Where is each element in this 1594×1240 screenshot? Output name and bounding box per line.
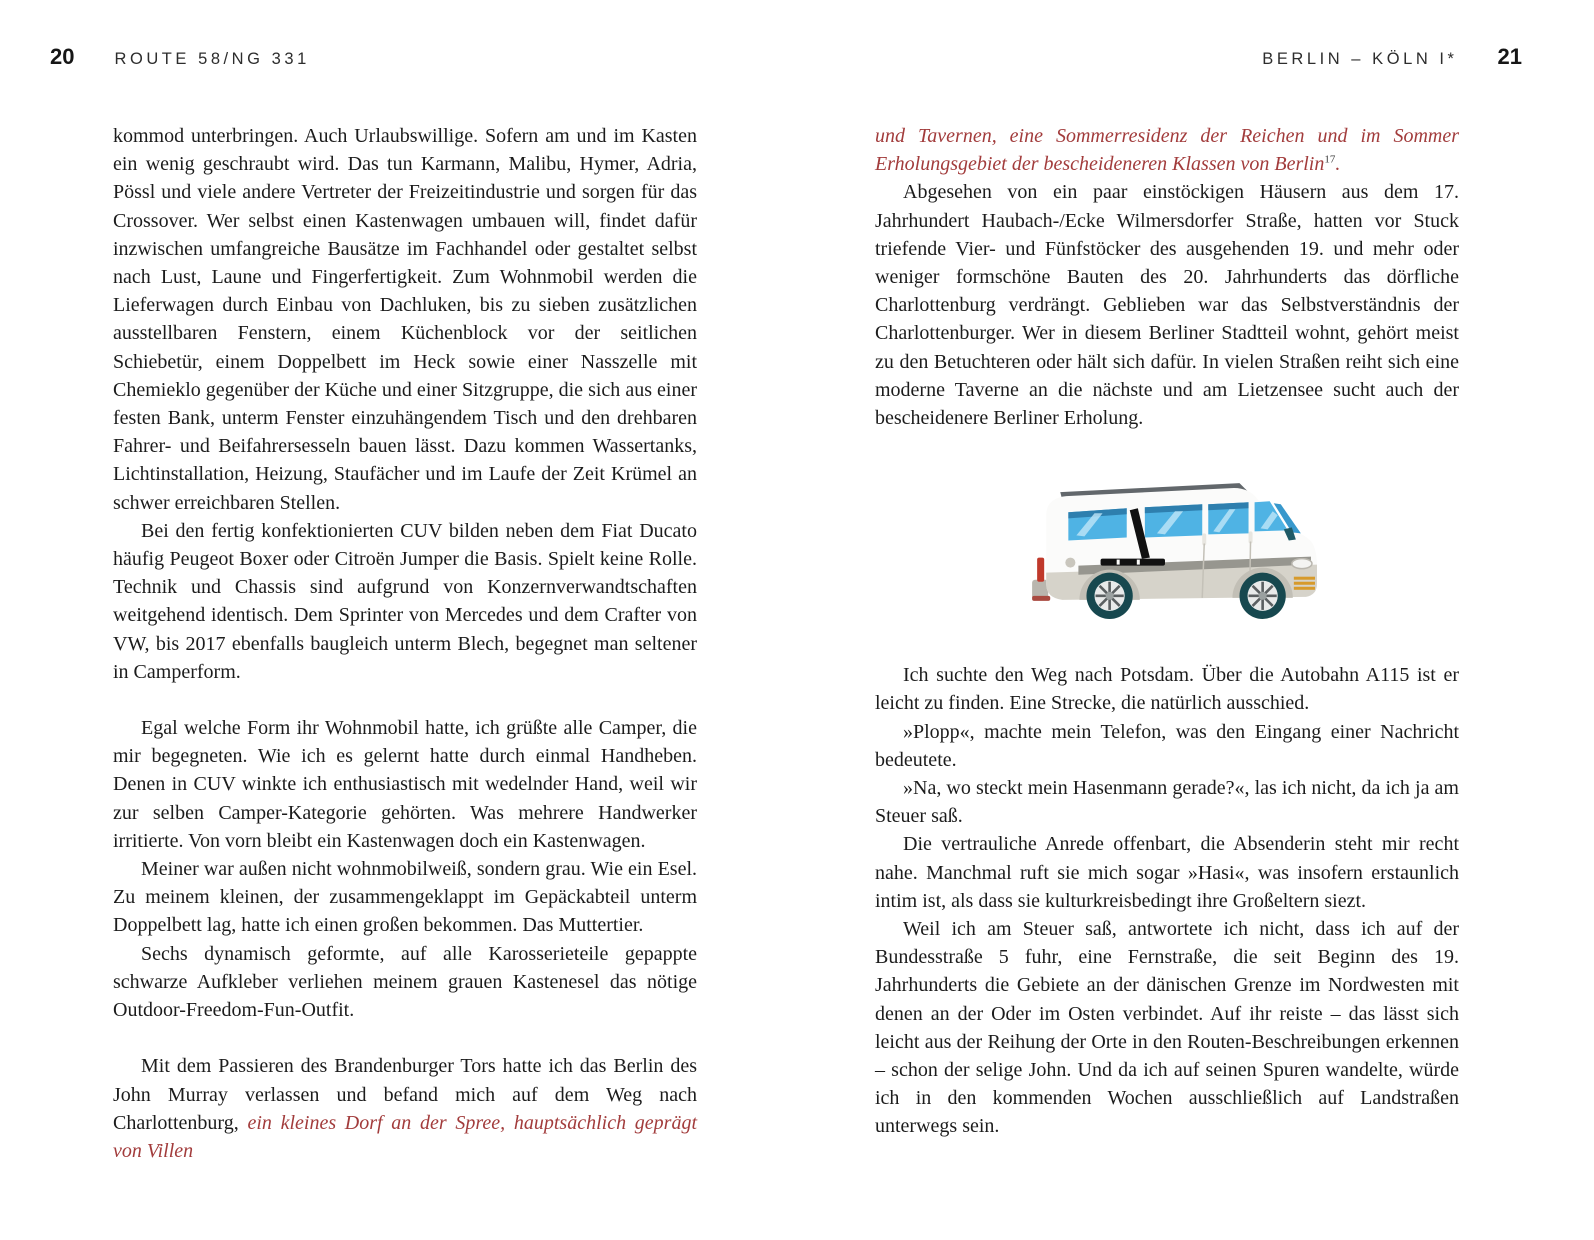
- page-number-left: 20: [50, 44, 75, 69]
- page-number-right: 21: [1497, 44, 1522, 69]
- camper-van-illustration: [1016, 473, 1318, 619]
- text-segment: Weil ich am Steuer saß, antwortete ich nicht, dass ich auf der Bundesstraße 5 fuhr, eine Fernstraße, die seit Beginn des 19. Jahrhunderts die Gebiete an der dänischen Grenze im Nordwesten mit denen an der Oder im Osten verbindet. Auf ihr reiste – das lässt sich leicht aus der Reihung der Orte in den Routen-Beschreibungen erkennen – schon der selige John. Und da ich auf seinen Spuren wandelte, würde ich in den kommenden Wochen ausschließlich auf Landstraßen unterwegs sein.: [875, 918, 1459, 1138]
- paragraph: [875, 178, 1459, 432]
- paragraph: [113, 940, 697, 1025]
- van-tail-light: [1037, 558, 1044, 582]
- decal-gap: [1117, 560, 1120, 565]
- van-rear-reflector: [1032, 596, 1050, 601]
- van-amber-strip: [1294, 582, 1315, 585]
- van-front-wheel: [1239, 573, 1285, 619]
- header-left: [50, 44, 310, 70]
- paragraph: [875, 661, 1459, 717]
- paragraph: [113, 714, 697, 855]
- text-segment: Mit dem Passieren des Brandenburger Tors hatte ich das Berlin des John Murray verlassen und befand mich auf dem Weg nach Charlottenburg,: [113, 1055, 697, 1134]
- van-rear-wheel: [1086, 573, 1132, 619]
- text-segment: Bei den fertig konfektionierten CUV bilden neben dem Fiat Ducato häufig Peugeot Boxer oder Citroën Jumper die Basis. Spielt keine Rolle. Technik und Chassis sind aufgrund von Konzernverwandtschaften weitgehend identisch. Dem Sprinter von Mercedes und dem Crafter von VW, bis 2017 ebenfalls baugleich unterm Blech, begegnet man seltener in Camperform.: [113, 519, 697, 683]
- paragraph: [113, 855, 697, 940]
- van-fuel-cap: [1065, 558, 1075, 568]
- footnote-marker: 17: [1324, 153, 1336, 166]
- van-amber-strip: [1294, 587, 1315, 590]
- van-headlight: [1292, 559, 1312, 569]
- text-segment: »Na, wo steckt mein Hasenmann gerade?«, las ich nicht, da ich ja am Steuer saß.: [875, 777, 1459, 828]
- text-segment: Egal welche Form ihr Wohnmobil hatte, ich grüßte alle Camper, die mir begegneten. Wie ich es gelernt hatte durch einmal Handheben. Denen in CUV winkte ich enthusiastisch mit wedelnder Hand, weil wir zur selben Camper-Kategorie gehörten. Was mehrere Handwerker irritierte. Von vorn bleibt ein Kastenwagen doch ein Kastenwagen.: [113, 717, 697, 852]
- text-segment: Ich suchte den Weg nach Potsdam. Über die Autobahn A115 ist er leicht zu finden. Eine Strecke, die natürlich ausschied.: [875, 664, 1459, 715]
- right-page-text-column: [875, 122, 1459, 1141]
- running-head-left: ROUTE 58/NG 331: [114, 50, 310, 68]
- van-amber-strip: [1294, 577, 1315, 580]
- text-segment: Meiner war außen nicht wohnmobilweiß, sondern grau. Wie ein Esel. Zu meinem kleinen, der zusammengeklappt im Gepäckabteil unterm Doppelbett lag, hatte ich einen großen bekommen. Das Muttertier.: [113, 858, 697, 937]
- running-head-right: BERLIN – KÖLN I*: [1262, 50, 1458, 68]
- van-decal-bar: [1101, 559, 1165, 566]
- header-right: [1262, 44, 1522, 70]
- paragraph: [113, 122, 697, 517]
- text-segment: .: [1335, 153, 1341, 176]
- text-segment: Abgesehen von ein paar einstöckigen Häusern aus dem 17. Jahrhundert Haubach-/Ecke Wilmersdorfer Straße, hatten vor Stuck triefende Vier- und Fünfstöcker des ausgehenden 19. und mehr oder weniger formschöne Bauten des 20. Jahrhunderts das dörfliche Charlottenburg verdrängt. Geblieben war das Selbstverständnis der Charlottenburger. Wer in diesem Berliner Stadtteil wohnt, gehört meist zu den Betuchteren oder hält sich dafür. In vielen Straßen reiht sich eine moderne Taverne an die nächste und am Lietzensee sucht auch der bescheidenere Berliner Erholung.: [875, 181, 1459, 430]
- paragraph: [875, 774, 1459, 830]
- right-page-top-text: [875, 122, 1459, 432]
- text-segment: ein kleines Dorf an der Spree, hauptsächlich geprägt von Villen: [113, 1111, 697, 1162]
- paragraph: [875, 830, 1459, 915]
- text-segment: Die vertrauliche Anrede offenbart, die Absenderin steht mir recht nahe. Manchmal ruft sie mich sogar »Hasi«, was insofern erstaunlich intim ist, als dass sie kulturkreisbedingt ihre Großeltern siezt.: [875, 833, 1459, 912]
- paragraph: [113, 517, 697, 686]
- text-segment: kommod unterbringen. Auch Urlaubswillige. Sofern am und im Kasten ein wenig geschraubt wird. Das tun Karmann, Malibu, Hymer, Adria, Pössl und viele andere Vertreter der Freizeitindustrie und sorgen für das Crossover. Wer selbst einen Kastenwagen umbauen will, findet dafür inzwischen umfangreiche Bausätze im Fachhandel oder gestaltet selbst nach Lust, Laune und Fingerfertigkeit. Zum Wohnmobil werden die Lieferwagen durch Einbau von Dachluken, bis zu sieben zusätzlichen ausstellbaren Fenstern, einem Küchenblock vor der seitlichen Schiebetür, einem Doppelbett im Heck sowie einer Nasszelle mit Chemieklo gegenüber der Küche und einer Sitzgruppe, die sich aus einer festen Bank, unterm Fenster einzuhängendem Tisch und den drehbaren Fahrer- und Beifahrersesseln bauen lässt. Dazu kommen Wassertanks, Lichtinstallation, Heizung, Staufächer und im Laufe der Zeit Krümel an schwer erreichbaren Stellen.: [113, 125, 697, 514]
- right-page-bottom-text: [875, 661, 1459, 1140]
- paragraph: [875, 718, 1459, 774]
- text-segment: »Plopp«, machte mein Telefon, was den Eingang einer Nachricht bedeutete.: [875, 720, 1459, 771]
- left-page-text-column: [113, 122, 697, 1165]
- paragraph: [113, 1052, 697, 1165]
- text-segment: Sechs dynamisch geformte, auf alle Karosserieteile gepappte schwarze Aufkleber verliehen meinem grauen Kastenesel das nötige Outdoor-Freedom-Fun-Outfit.: [113, 942, 697, 1022]
- paragraph: [875, 915, 1459, 1141]
- paragraph: [875, 122, 1459, 178]
- text-segment: und Tavernen, eine Sommerresidenz der Reichen und im Sommer Erholungsgebiet der bescheideneren Klassen von Berlin: [875, 125, 1459, 176]
- decal-gap: [1137, 560, 1140, 565]
